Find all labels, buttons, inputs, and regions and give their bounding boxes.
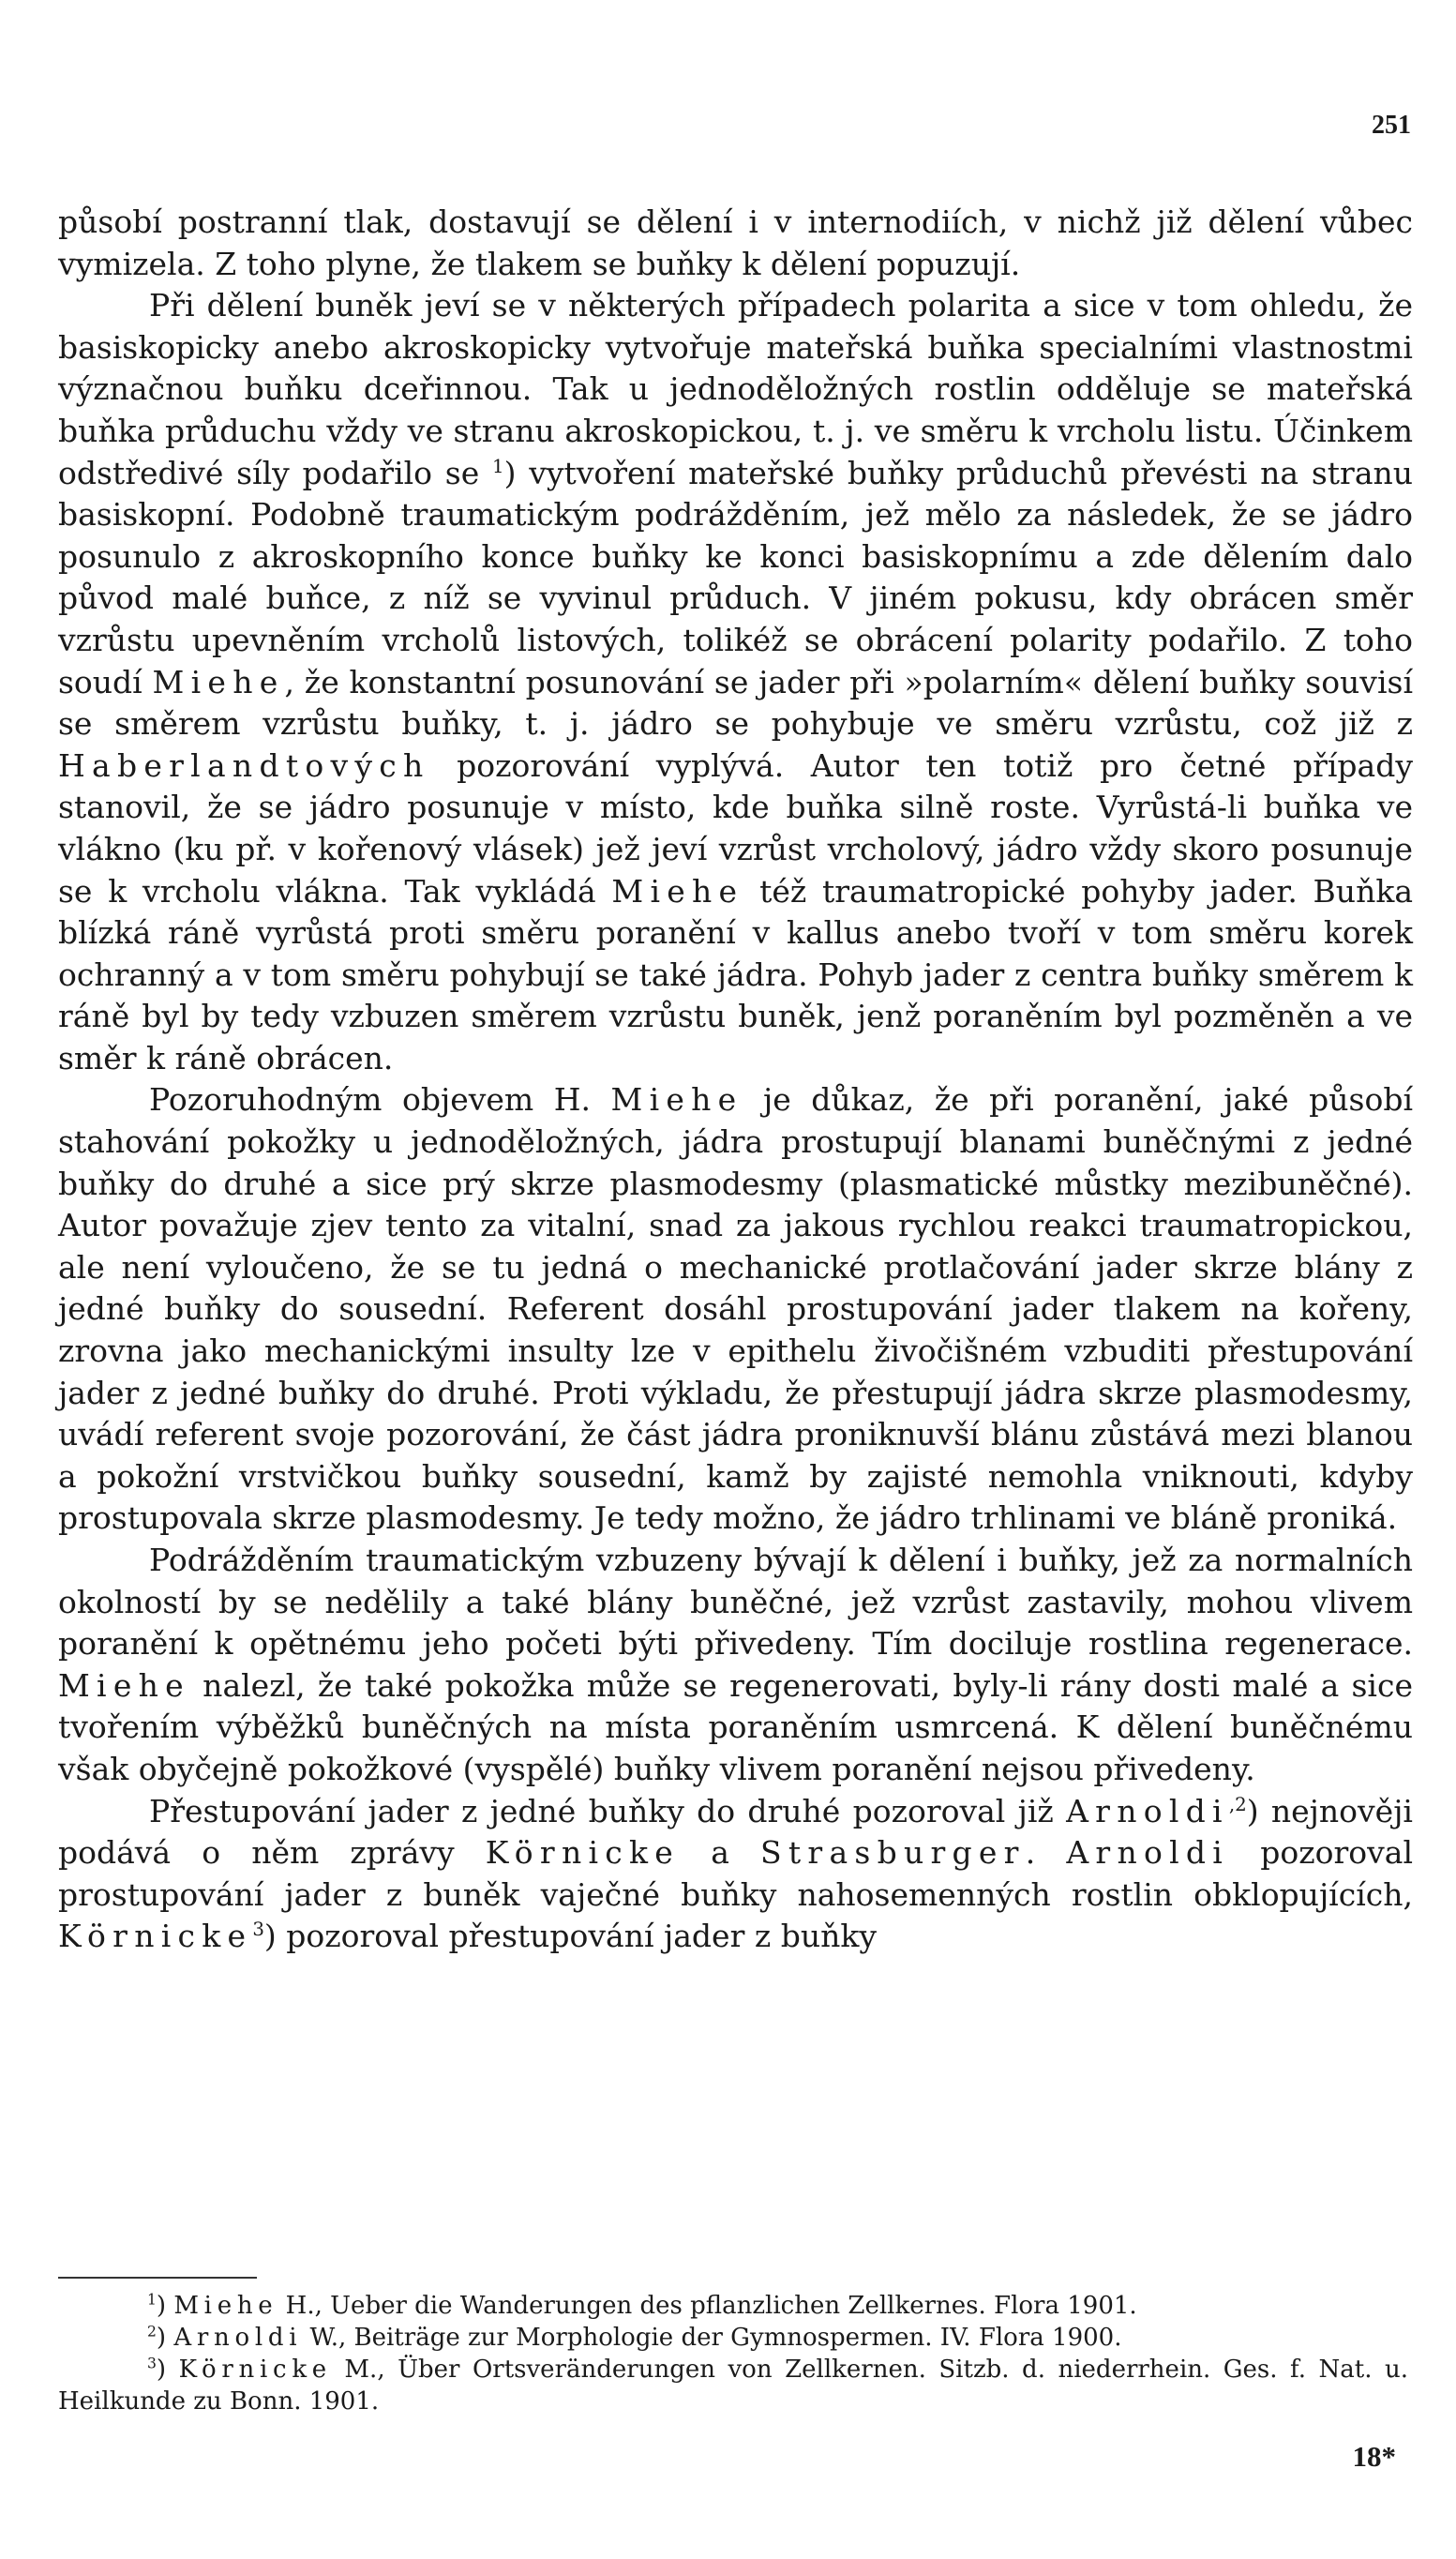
page-number: 251 xyxy=(1372,111,1411,140)
footnote-divider xyxy=(58,2277,257,2279)
author-name: Arnoldi xyxy=(1066,1834,1230,1872)
signature-mark: 18* xyxy=(1352,2440,1396,2473)
paragraph-2: Při dělení buněk jeví se v některých případech polarita a sice v tom ohledu, že basiskopicky anebo akroskopicky vytvořuje mateřská buňka specialními vlastnostmi význačnou buňku dceřinnou. Tak u jednoděložných rostlin odděluje se mateřská buňka průduchu vždy ve stranu akroskopickou, t. j. ve směru k vrcholu listu. Účinkem odstředivé síly podařilo se $^1$) vytvoření mateřské buňky průduchů převésti na stranu basiskopní. Podobně traumatickým podrážděním, jež mělo za následek, že se jádro posunulo z akroskopního konce buňky ke konci basiskopnímu a zde dělením dalo původ malé buňce, z níž se vyvinul průduch. V jiném pokusu, kdy obrácen směr vzrůstu upevněním vrcholů listových, tolikéž se obrácení polarity podařilo. Z toho soudí Miehe, že konstantní posunování se jader při »polarním« dělení buňky souvisí se směrem vzrůstu buňky, t. j. jádro se pohybuje ve směru vzrůstu, což již z Haberlandtových pozorování vyplývá. Autor ten totiž pro četné případy stanovil, že se jádro posunuje v místo, kde buňka silně roste. Vyrůstá-li buňka ve vlákno (ku př. v kořenový vlásek) jež jeví vzrůst vrcholový, jádro vždy skoro posunuje se k vrcholu vlákna. Tak vykládá Miehe též traumatropické pohyby jader. Buňka blízká ráně vyrůstá proti směru poranění v kallus anebo tvoří v tom směru korek ochranný a v tom směru pohybují se také jádra. Pohyb jader z centra buňky směrem k ráně byl by tedy vzbuzen směrem vzrůstu buněk, jenž poraněním byl pozměněn a ve směr k ráně obrácen. xyxy=(58,287,1413,1076)
author-name: Körnicke xyxy=(58,1918,253,1955)
footnotes xyxy=(58,2290,1408,2417)
author-name: Miehe xyxy=(610,1081,743,1119)
footnote-3: $^3$) Körnicke M., Über Ortsveränderungen von Zellkernen. Sitzb. d. niederrhein. Ges. f. Nat. u. Heilkunde zu Bonn. 1901. xyxy=(58,2355,1408,2416)
footnote-1: $^1$) Miehe H., Ueber die Wanderungen des pflanzlichen Zellkernes. Flora 1901. xyxy=(147,2291,1137,2320)
author-name: Körnicke xyxy=(485,1834,681,1872)
author-name: Miehe xyxy=(58,1666,190,1704)
footnote-ref-3: 3 xyxy=(252,1919,264,1941)
author-name: Miehe xyxy=(611,872,744,910)
paragraph-4: Podrážděním traumatickým vzbuzeny bývají k dělení i buňky, jež za normalních okolností by se nedělily a také blány buněčné, jež vzrůst zastavily, mohou vlivem poranění k opětnému jeho početi býti přivedeny. Tím dociluje rostlina regenerace. Miehe nalezl, že také pokožka může se regenerovati, byly-li rány dosti malé a sice tvořením výběžků buněčných na místa poraněním usmrcená. K dělení buněčnému však obyčejně pokožkové (vyspělé) buňky vlivem poranění nejsou přivedeny. xyxy=(58,1542,1413,1787)
body-text xyxy=(58,202,1413,1958)
author-name: Strasburger xyxy=(760,1834,1026,1872)
author-name: Miehe xyxy=(152,663,285,700)
footnote-ref-1: 1 xyxy=(491,455,504,477)
paragraph-3: Pozoruhodným objevem H. Miehe je důkaz, že při poranění, jaké působí stahování pokožky u jednoděložných, jádra prostupují blanami buněčnými z jedné buňky do druhé a sice prý skrze plasmodesmy (plasmatické můstky mezibuněčné). Autor považuje zjev tento za vitalní, snad za jakous rychlou reakci traumatropickou, ale není vyloučeno, že se tu jedná o mechanické protlačování jader skrze blány z jedné buňky do sousední. Referent dosáhl prostupování jader tlakem na kořeny, zrovna jako mechanickými insulty lze v epithelu živočišném vzbuditi přestupování jader z jedné buňky do druhé. Proti výkladu, že přestupují jádra skrze plasmodesmy, uvádí referent svoje pozorování, že část jádra proniknuvší blánu zůstává mezi blanou a pokožní vrstvičkou buňky sousední, kamž by zajisté nemohla vniknouti, kdyby prostupovala skrze plasmodesmy. Je tedy možno, že jádro trhlinami ve bláně proniká. xyxy=(58,1081,1414,1537)
paragraph-5: Přestupování jader z jedné buňky do druhé pozoroval již Arnoldi$^{,2}$) nejnověji podává o něm zprávy Körnicke a Strasburger. Arnoldi pozoroval prostupování jader z buněk vaječné buňky nahosemenných rostlin obklopujících, Körnicke$^3$) pozoroval přestupování jader z buňky xyxy=(58,1792,1414,1955)
footnote-2: $^2$) Arnoldi W., Beiträge zur Morphologie der Gymnospermen. IV. Flora 1900. xyxy=(147,2323,1122,2352)
author-name: Arnoldi xyxy=(1066,1792,1229,1829)
author-name: Haberlandtových xyxy=(58,746,430,784)
footnote-ref-2: ,2 xyxy=(1228,1793,1247,1815)
paragraph-1: působí postranní tlak, dostavují se dělení i v internodiích, v nichž již dělení vůbec vymizela. Z toho plyne, že tlakem se buňky k dělení popuzují. xyxy=(58,203,1413,282)
